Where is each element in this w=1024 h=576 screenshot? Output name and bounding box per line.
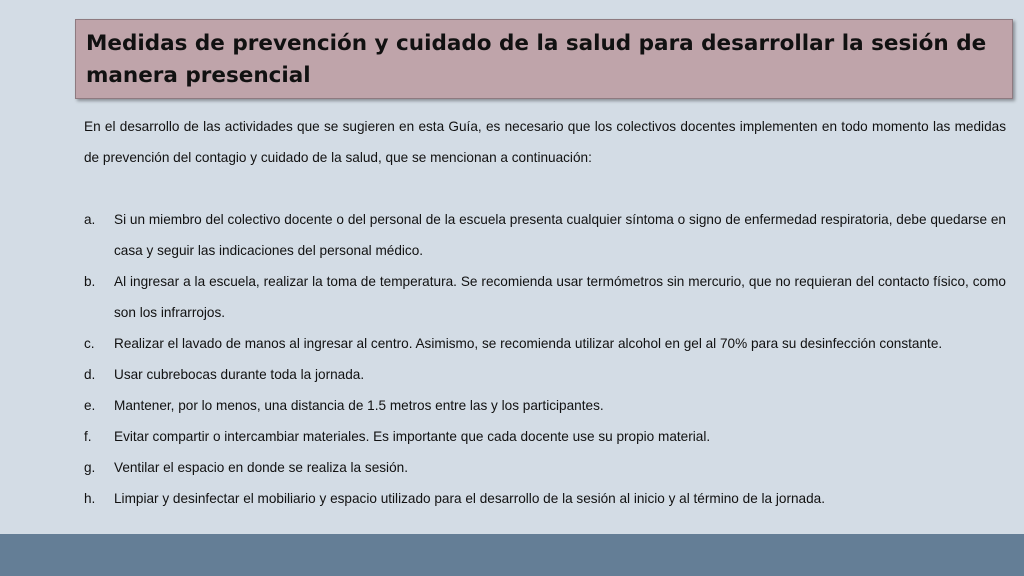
list-item: [84, 359, 1006, 390]
list-item-text: Limpiar y desinfectar el mobiliario y espacio utilizado para el desarrollo de la sesión al inicio y al término de la jornada.: [114, 491, 826, 506]
list-marker: h.: [84, 491, 96, 506]
list-item-text: Usar cubrebocas durante toda la jornada.: [114, 367, 365, 382]
intro-paragraph: En el desarrollo de las actividades que se sugieren en esta Guía, es necesario que los colectivos docentes implementen en todo momento las medidas de prevención del contagio y cuidado de la salud, que se mencionan a continuación:: [84, 119, 1006, 165]
list-item-text: Al ingresar a la escuela, realizar la toma de temperatura. Se recomienda usar termómetros sin mercurio, que no requieran del contacto físico, como son los infrarrojos.: [114, 274, 1006, 320]
list-item: [84, 204, 1006, 266]
list-item: [84, 421, 1006, 452]
list-item: [84, 266, 1006, 328]
list-marker: c.: [84, 336, 95, 351]
list-item: [84, 483, 1006, 514]
list-item: [84, 390, 1006, 421]
list-marker: d.: [84, 367, 96, 382]
list-item-text: Realizar el lavado de manos al ingresar al centro. Asimismo, se recomienda utilizar alcohol en gel al 70% para su desinfección constante.: [114, 336, 943, 351]
prevention-list: [84, 204, 1006, 514]
list-marker: e.: [84, 398, 96, 413]
slide-content: [84, 111, 1006, 514]
slide-title: Medidas de prevención y cuidado de la salud para desarrollar la sesión de manera presencial: [86, 31, 987, 88]
title-box: [75, 19, 1013, 99]
list-marker: a.: [84, 212, 96, 227]
list-marker: f.: [84, 429, 92, 444]
list-marker: g.: [84, 460, 96, 475]
list-item-text: Mantener, por lo menos, una distancia de 1.5 metros entre las y los participantes.: [114, 398, 604, 413]
list-item-text: Si un miembro del colectivo docente o del personal de la escuela presenta cualquier síntoma o signo de enfermedad respiratoria, debe quedarse en casa y seguir las indicaciones del personal médico.: [114, 212, 1006, 258]
list-item-text: Evitar compartir o intercambiar materiales. Es importante que cada docente use su propio material.: [114, 429, 711, 444]
list-item: [84, 452, 1006, 483]
list-item: [84, 328, 1006, 359]
footer-bar: [0, 534, 1024, 576]
list-marker: b.: [84, 274, 96, 289]
list-item-text: Ventilar el espacio en donde se realiza la sesión.: [114, 460, 408, 475]
